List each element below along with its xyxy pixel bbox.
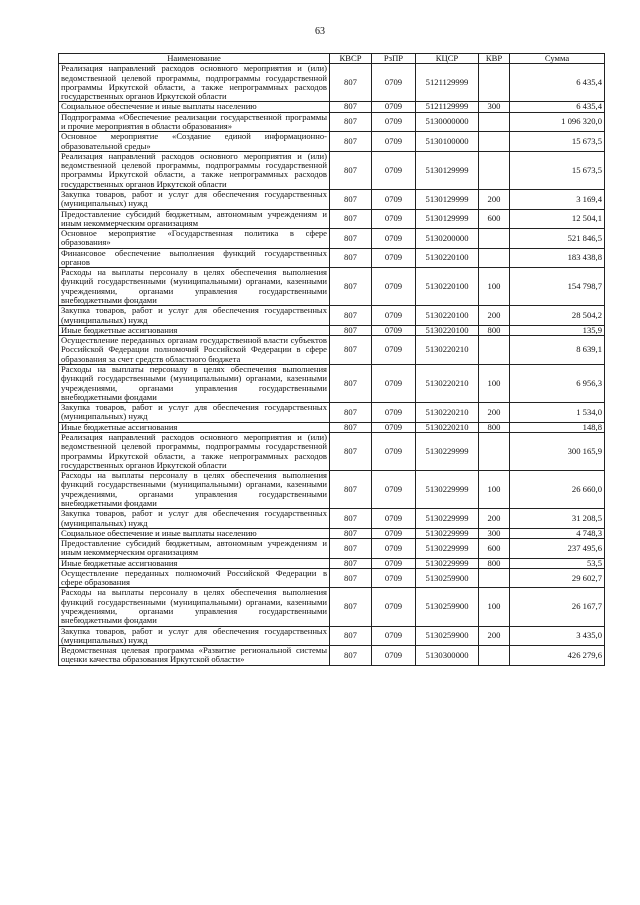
- cell-kvr: [479, 432, 510, 470]
- cell-name: Иные бюджетные ассигнования: [59, 558, 330, 568]
- cell-kvr: [479, 248, 510, 268]
- cell-sum: 53,5: [510, 558, 605, 568]
- table-row: [59, 151, 605, 189]
- cell-rzpr: 0709: [372, 626, 416, 646]
- cell-kvsr: 807: [330, 306, 372, 326]
- cell-kvr: 800: [479, 325, 510, 335]
- cell-name: Реализация направлений расходов основного мероприятия и (или) ведомственной целевой программы, подпрограммы государственной программы Иркутской области, а также непрограммных расходов государственных органов Иркутской области: [59, 151, 330, 189]
- cell-rzpr: 0709: [372, 528, 416, 538]
- table-row: [59, 132, 605, 152]
- cell-name: Иные бюджетные ассигнования: [59, 422, 330, 432]
- cell-kcsr: 5130229999: [416, 528, 479, 538]
- table-row: [59, 365, 605, 403]
- table-row: [59, 336, 605, 365]
- cell-kvsr: 807: [330, 626, 372, 646]
- cell-kcsr: 5130220100: [416, 306, 479, 326]
- cell-name: Ведомственная целевая программа «Развитие региональной системы оценки качества образования Иркутской области»: [59, 646, 330, 666]
- cell-kcsr: 5130220100: [416, 325, 479, 335]
- cell-name: Основное мероприятие «Государственная политика в сфере образования»: [59, 229, 330, 249]
- cell-kvsr: 807: [330, 558, 372, 568]
- cell-kvsr: 807: [330, 432, 372, 470]
- cell-kvsr: 807: [330, 64, 372, 102]
- cell-kvsr: 807: [330, 132, 372, 152]
- cell-sum: 183 438,8: [510, 248, 605, 268]
- header-kvr: КВР: [479, 54, 510, 64]
- header-kvsr: КВСР: [330, 54, 372, 64]
- cell-kvsr: 807: [330, 646, 372, 666]
- table-row: [59, 325, 605, 335]
- cell-kvsr: 807: [330, 189, 372, 209]
- cell-kvsr: 807: [330, 229, 372, 249]
- table-row: [59, 422, 605, 432]
- cell-rzpr: 0709: [372, 64, 416, 102]
- cell-kvr: 200: [479, 509, 510, 529]
- cell-name: Осуществление переданных полномочий Российской Федерации в сфере образования: [59, 568, 330, 588]
- cell-kcsr: 5130229999: [416, 539, 479, 559]
- cell-sum: 6 435,4: [510, 64, 605, 102]
- cell-name: Финансовое обеспечение выполнения функций государственных органов: [59, 248, 330, 268]
- cell-sum: 8 639,1: [510, 336, 605, 365]
- cell-name: Расходы на выплаты персоналу в целях обеспечения выполнения функций государственными (муниципальными) органами, казенными учреждениями, органами управления государственными внебюджетными фондами: [59, 365, 330, 403]
- table-row: [59, 189, 605, 209]
- cell-kcsr: 5130129999: [416, 151, 479, 189]
- table-row: [59, 626, 605, 646]
- cell-rzpr: 0709: [372, 646, 416, 666]
- cell-kvr: [479, 229, 510, 249]
- cell-sum: 154 798,7: [510, 268, 605, 306]
- cell-kvsr: 807: [330, 209, 372, 229]
- cell-sum: 135,9: [510, 325, 605, 335]
- cell-kvsr: 807: [330, 112, 372, 132]
- cell-rzpr: 0709: [372, 189, 416, 209]
- table-row: [59, 509, 605, 529]
- cell-kvr: 800: [479, 558, 510, 568]
- cell-kvsr: 807: [330, 268, 372, 306]
- cell-kvsr: 807: [330, 422, 372, 432]
- cell-kvr: [479, 646, 510, 666]
- cell-kcsr: 5121129999: [416, 64, 479, 102]
- cell-kvr: [479, 336, 510, 365]
- cell-kvsr: 807: [330, 102, 372, 112]
- cell-sum: 26 660,0: [510, 471, 605, 509]
- cell-sum: 15 673,5: [510, 132, 605, 152]
- cell-kvr: [479, 568, 510, 588]
- cell-sum: 4 748,3: [510, 528, 605, 538]
- cell-sum: 426 279,6: [510, 646, 605, 666]
- cell-kcsr: 5130229999: [416, 509, 479, 529]
- cell-kvr: 200: [479, 626, 510, 646]
- cell-kcsr: 5130200000: [416, 229, 479, 249]
- table-row: [59, 568, 605, 588]
- cell-rzpr: 0709: [372, 306, 416, 326]
- cell-kvsr: 807: [330, 151, 372, 189]
- table-row: [59, 268, 605, 306]
- cell-kvsr: 807: [330, 403, 372, 423]
- cell-rzpr: 0709: [372, 151, 416, 189]
- cell-rzpr: 0709: [372, 112, 416, 132]
- cell-kvsr: 807: [330, 588, 372, 626]
- cell-kcsr: 5130229999: [416, 471, 479, 509]
- cell-name: Закупка товаров, работ и услуг для обеспечения государственных (муниципальных) нужд: [59, 403, 330, 423]
- cell-sum: 29 602,7: [510, 568, 605, 588]
- cell-rzpr: 0709: [372, 209, 416, 229]
- cell-kcsr: 5130259900: [416, 568, 479, 588]
- cell-kcsr: 5130220210: [416, 365, 479, 403]
- cell-kvsr: 807: [330, 539, 372, 559]
- cell-rzpr: 0709: [372, 471, 416, 509]
- cell-sum: 237 495,6: [510, 539, 605, 559]
- cell-sum: 6 435,4: [510, 102, 605, 112]
- cell-kcsr: 5130229999: [416, 558, 479, 568]
- cell-rzpr: 0709: [372, 336, 416, 365]
- header-rzpr: РзПР: [372, 54, 416, 64]
- cell-rzpr: 0709: [372, 268, 416, 306]
- table-row: [59, 306, 605, 326]
- cell-name: Закупка товаров, работ и услуг для обеспечения государственных (муниципальных) нужд: [59, 189, 330, 209]
- cell-kvr: 100: [479, 471, 510, 509]
- table-row: [59, 471, 605, 509]
- cell-name: Закупка товаров, работ и услуг для обеспечения государственных (муниципальных) нужд: [59, 626, 330, 646]
- cell-kcsr: 5130259900: [416, 588, 479, 626]
- table-row: [59, 229, 605, 249]
- cell-name: Осуществление переданных органам государственной власти субъектов Российской Федерации полномочий Российской Федерации в сфере образования за счет средств областного бюджета: [59, 336, 330, 365]
- cell-rzpr: 0709: [372, 558, 416, 568]
- cell-sum: 300 165,9: [510, 432, 605, 470]
- cell-rzpr: 0709: [372, 365, 416, 403]
- header-kcsr: КЦСР: [416, 54, 479, 64]
- table-row: [59, 558, 605, 568]
- cell-name: Иные бюджетные ассигнования: [59, 325, 330, 335]
- cell-kvr: 200: [479, 403, 510, 423]
- cell-kcsr: 5130220100: [416, 268, 479, 306]
- header-sum: Сумма: [510, 54, 605, 64]
- cell-kvsr: 807: [330, 568, 372, 588]
- cell-name: Социальное обеспечение и иные выплаты населению: [59, 102, 330, 112]
- cell-sum: 1 534,0: [510, 403, 605, 423]
- cell-name: Реализация направлений расходов основного мероприятия и (или) ведомственной целевой программы, подпрограммы государственной программы Иркутской области, а также непрограммных расходов государственных органов Иркутской области: [59, 432, 330, 470]
- cell-sum: 1 096 320,0: [510, 112, 605, 132]
- cell-kvsr: 807: [330, 509, 372, 529]
- cell-sum: 521 846,5: [510, 229, 605, 249]
- cell-kvr: [479, 151, 510, 189]
- cell-kvsr: 807: [330, 365, 372, 403]
- cell-kvr: 800: [479, 422, 510, 432]
- cell-kcsr: 5130229999: [416, 432, 479, 470]
- page-number: 63: [315, 26, 325, 37]
- cell-kcsr: 5130300000: [416, 646, 479, 666]
- cell-kvsr: 807: [330, 471, 372, 509]
- cell-name: Расходы на выплаты персоналу в целях обеспечения выполнения функций государственными (муниципальными) органами, казенными учреждениями, органами управления государственными внебюджетными фондами: [59, 268, 330, 306]
- cell-name: Реализация направлений расходов основного мероприятия и (или) ведомственной целевой программы, подпрограммы государственной программы Иркутской области, а также непрограммных расходов государственных органов Иркутской области: [59, 64, 330, 102]
- cell-rzpr: 0709: [372, 248, 416, 268]
- cell-kvsr: 807: [330, 248, 372, 268]
- cell-sum: 3 435,0: [510, 626, 605, 646]
- cell-kvr: [479, 112, 510, 132]
- cell-sum: 26 167,7: [510, 588, 605, 626]
- cell-rzpr: 0709: [372, 509, 416, 529]
- cell-kvsr: 807: [330, 325, 372, 335]
- cell-kcsr: 5130259900: [416, 626, 479, 646]
- cell-kcsr: 5121129999: [416, 102, 479, 112]
- header-name: Наименование: [59, 54, 330, 64]
- cell-kcsr: 5130129999: [416, 189, 479, 209]
- cell-rzpr: 0709: [372, 432, 416, 470]
- cell-kvr: 200: [479, 189, 510, 209]
- cell-sum: 3 169,4: [510, 189, 605, 209]
- cell-kcsr: 5130000000: [416, 112, 479, 132]
- cell-name: Предоставление субсидий бюджетным, автономным учреждениям и иным некоммерческим организациям: [59, 209, 330, 229]
- cell-kvr: 100: [479, 588, 510, 626]
- cell-sum: 28 504,2: [510, 306, 605, 326]
- cell-kvr: 300: [479, 528, 510, 538]
- cell-name: Основное мероприятие «Создание единой информационно-образовательной среды»: [59, 132, 330, 152]
- cell-name: Закупка товаров, работ и услуг для обеспечения государственных (муниципальных) нужд: [59, 306, 330, 326]
- cell-name: Расходы на выплаты персоналу в целях обеспечения выполнения функций государственными (муниципальными) органами, казенными учреждениями, органами управления государственными внебюджетными фондами: [59, 588, 330, 626]
- cell-rzpr: 0709: [372, 568, 416, 588]
- cell-name: Социальное обеспечение и иные выплаты населению: [59, 528, 330, 538]
- table-row: [59, 112, 605, 132]
- table-row: [59, 209, 605, 229]
- table-header-row: [59, 54, 605, 64]
- table-row: [59, 102, 605, 112]
- cell-rzpr: 0709: [372, 102, 416, 112]
- cell-name: Предоставление субсидий бюджетным, автономным учреждениям и иным некоммерческим организациям: [59, 539, 330, 559]
- table-row: [59, 64, 605, 102]
- table-row: [59, 432, 605, 470]
- table-row: [59, 528, 605, 538]
- cell-kcsr: 5130100000: [416, 132, 479, 152]
- cell-rzpr: 0709: [372, 229, 416, 249]
- cell-name: Расходы на выплаты персоналу в целях обеспечения выполнения функций государственными (муниципальными) органами, казенными учреждениями, органами управления государственными внебюджетными фондами: [59, 471, 330, 509]
- cell-kvr: 600: [479, 539, 510, 559]
- table-row: [59, 248, 605, 268]
- cell-rzpr: 0709: [372, 403, 416, 423]
- cell-name: Подпрограмма «Обеспечение реализации государственной программы и прочие мероприятия в области образования»: [59, 112, 330, 132]
- cell-sum: 15 673,5: [510, 151, 605, 189]
- cell-rzpr: 0709: [372, 588, 416, 626]
- cell-sum: 6 956,3: [510, 365, 605, 403]
- cell-rzpr: 0709: [372, 422, 416, 432]
- cell-kcsr: 5130220210: [416, 336, 479, 365]
- cell-sum: 148,8: [510, 422, 605, 432]
- cell-kvr: [479, 64, 510, 102]
- budget-table: [58, 53, 605, 666]
- table-row: [59, 403, 605, 423]
- cell-kcsr: 5130220210: [416, 403, 479, 423]
- cell-kvr: 100: [479, 365, 510, 403]
- cell-kvsr: 807: [330, 336, 372, 365]
- cell-rzpr: 0709: [372, 325, 416, 335]
- cell-rzpr: 0709: [372, 132, 416, 152]
- cell-kcsr: 5130129999: [416, 209, 479, 229]
- cell-kvr: 300: [479, 102, 510, 112]
- cell-sum: 12 504,1: [510, 209, 605, 229]
- cell-name: Закупка товаров, работ и услуг для обеспечения государственных (муниципальных) нужд: [59, 509, 330, 529]
- cell-sum: 31 208,5: [510, 509, 605, 529]
- cell-kvr: 200: [479, 306, 510, 326]
- cell-kvr: 600: [479, 209, 510, 229]
- cell-rzpr: 0709: [372, 539, 416, 559]
- cell-kvsr: 807: [330, 528, 372, 538]
- cell-kcsr: 5130220210: [416, 422, 479, 432]
- cell-kcsr: 5130220100: [416, 248, 479, 268]
- table-row: [59, 588, 605, 626]
- cell-kvr: [479, 132, 510, 152]
- table-row: [59, 539, 605, 559]
- table-row: [59, 646, 605, 666]
- cell-kvr: 100: [479, 268, 510, 306]
